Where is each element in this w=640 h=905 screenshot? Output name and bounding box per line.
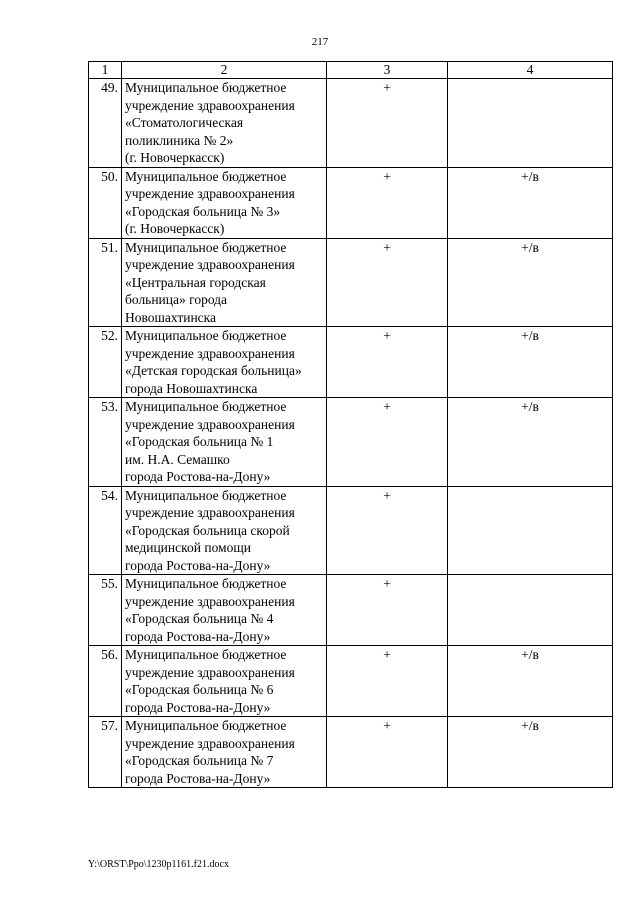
institution-name bbox=[122, 327, 327, 398]
institution-name-line: «Городская больница № 6 bbox=[125, 682, 274, 697]
institution-name bbox=[122, 717, 327, 788]
column-3-mark: + bbox=[327, 486, 448, 575]
institution-name-line: «Городская больница № 4 bbox=[125, 611, 274, 626]
row-number: 54. bbox=[89, 486, 122, 575]
row-number: 49. bbox=[89, 79, 122, 168]
column-3-mark: + bbox=[327, 398, 448, 487]
column-4-mark: +/в bbox=[448, 167, 613, 238]
institution-name-line: Муниципальное бюджетное bbox=[125, 168, 287, 184]
institution-name-line: «Детская городская больница» bbox=[125, 363, 302, 378]
table-row bbox=[89, 717, 613, 788]
institution-name-line: Новошахтинска bbox=[125, 309, 217, 325]
institution-name-line: «Городская больница № 1 bbox=[125, 434, 274, 449]
table-row bbox=[89, 79, 613, 168]
table-row bbox=[89, 327, 613, 398]
institution-name-line: Муниципальное бюджетное bbox=[125, 647, 287, 662]
header-cell-4: 4 bbox=[448, 62, 613, 79]
institution-name-line: «Городская больница № 3» bbox=[125, 203, 281, 219]
institution-name-line: им. Н.А. Семашко bbox=[125, 451, 230, 467]
institution-name-line: «Стоматологическая bbox=[125, 115, 244, 130]
column-4-mark: +/в bbox=[448, 327, 613, 398]
institution-name-line: учреждение здравоохранения bbox=[125, 416, 295, 432]
column-4-mark: +/в bbox=[448, 238, 613, 327]
institution-name-line: поликлиника № 2» bbox=[125, 132, 234, 148]
column-3-mark: + bbox=[327, 646, 448, 717]
table-header-row bbox=[89, 62, 613, 79]
column-4-mark bbox=[448, 79, 613, 168]
institution-name-line: (г. Новочеркасск) bbox=[125, 221, 225, 236]
institution-name-line: медицинской помощи bbox=[125, 540, 251, 555]
institution-name-line: Муниципальное бюджетное bbox=[125, 487, 287, 503]
table-row bbox=[89, 646, 613, 717]
row-number: 57. bbox=[89, 717, 122, 788]
institution-name bbox=[122, 79, 327, 168]
row-number: 56. bbox=[89, 646, 122, 717]
institution-name-line: Муниципальное бюджетное bbox=[125, 80, 287, 95]
column-3-mark: + bbox=[327, 79, 448, 168]
institution-name-line: учреждение здравоохранения bbox=[125, 186, 295, 201]
institution-name-line: города Ростова-на-Дону» bbox=[125, 469, 271, 484]
institutions-table bbox=[88, 61, 613, 788]
column-4-mark bbox=[448, 575, 613, 646]
table-row bbox=[89, 398, 613, 487]
institution-name-line: города Ростова-на-Дону» bbox=[125, 770, 271, 786]
institution-name-line: «Центральная городская bbox=[125, 274, 266, 290]
institution-name bbox=[122, 486, 327, 575]
institution-name-line: больница» города bbox=[125, 292, 228, 307]
institution-name bbox=[122, 398, 327, 487]
column-3-mark: + bbox=[327, 717, 448, 788]
column-3-mark: + bbox=[327, 327, 448, 398]
institution-name-line: «Городская больница скорой bbox=[125, 522, 290, 538]
institution-name-line: города Ростова-на-Дону» bbox=[125, 699, 271, 715]
row-number: 53. bbox=[89, 398, 122, 487]
row-number: 50. bbox=[89, 167, 122, 238]
row-number: 52. bbox=[89, 327, 122, 398]
institution-name bbox=[122, 646, 327, 717]
institution-name-line: города Ростова-на-Дону» bbox=[125, 557, 271, 573]
institution-name-line: учреждение здравоохранения bbox=[125, 257, 295, 272]
header-cell-2: 2 bbox=[122, 62, 327, 79]
column-4-mark: +/в bbox=[448, 717, 613, 788]
column-3-mark: + bbox=[327, 238, 448, 327]
institution-name-line: Муниципальное бюджетное bbox=[125, 718, 287, 733]
column-4-mark bbox=[448, 486, 613, 575]
row-number: 55. bbox=[89, 575, 122, 646]
institution-name-line: учреждение здравоохранения bbox=[125, 735, 295, 751]
file-path-footer: Y:\ORST\Ppo\1230p1161.f21.docx bbox=[88, 859, 229, 870]
institution-name bbox=[122, 238, 327, 327]
institution-name-line: «Городская больница № 7 bbox=[125, 753, 274, 768]
row-number: 51. bbox=[89, 238, 122, 327]
table-row bbox=[89, 167, 613, 238]
institution-name-line: Муниципальное бюджетное bbox=[125, 576, 287, 591]
table-row bbox=[89, 238, 613, 327]
institution-name-line: учреждение здравоохранения bbox=[125, 505, 295, 520]
institution-name-line: города Ростова-на-Дону» bbox=[125, 628, 271, 644]
institution-name bbox=[122, 167, 327, 238]
institution-name-line: учреждение здравоохранения bbox=[125, 664, 295, 680]
table-row bbox=[89, 486, 613, 575]
table-row bbox=[89, 575, 613, 646]
institution-name-line: учреждение здравоохранения bbox=[125, 97, 295, 113]
institution-name-line: Муниципальное бюджетное bbox=[125, 399, 287, 414]
column-4-mark: +/в bbox=[448, 398, 613, 487]
institution-name-line: города Новошахтинска bbox=[125, 380, 258, 396]
header-cell-1: 1 bbox=[89, 62, 122, 79]
institution-name-line: Муниципальное бюджетное bbox=[125, 239, 287, 255]
institution-name-line: учреждение здравоохранения bbox=[125, 345, 295, 361]
institution-name bbox=[122, 575, 327, 646]
column-3-mark: + bbox=[327, 167, 448, 238]
institution-name-line: Муниципальное бюджетное bbox=[125, 328, 287, 343]
institution-name-line: учреждение здравоохранения bbox=[125, 593, 295, 609]
column-4-mark: +/в bbox=[448, 646, 613, 717]
page-number: 217 bbox=[311, 36, 329, 48]
institution-name-line: (г. Новочеркасск) bbox=[125, 150, 225, 165]
header-cell-3: 3 bbox=[327, 62, 448, 79]
column-3-mark: + bbox=[327, 575, 448, 646]
